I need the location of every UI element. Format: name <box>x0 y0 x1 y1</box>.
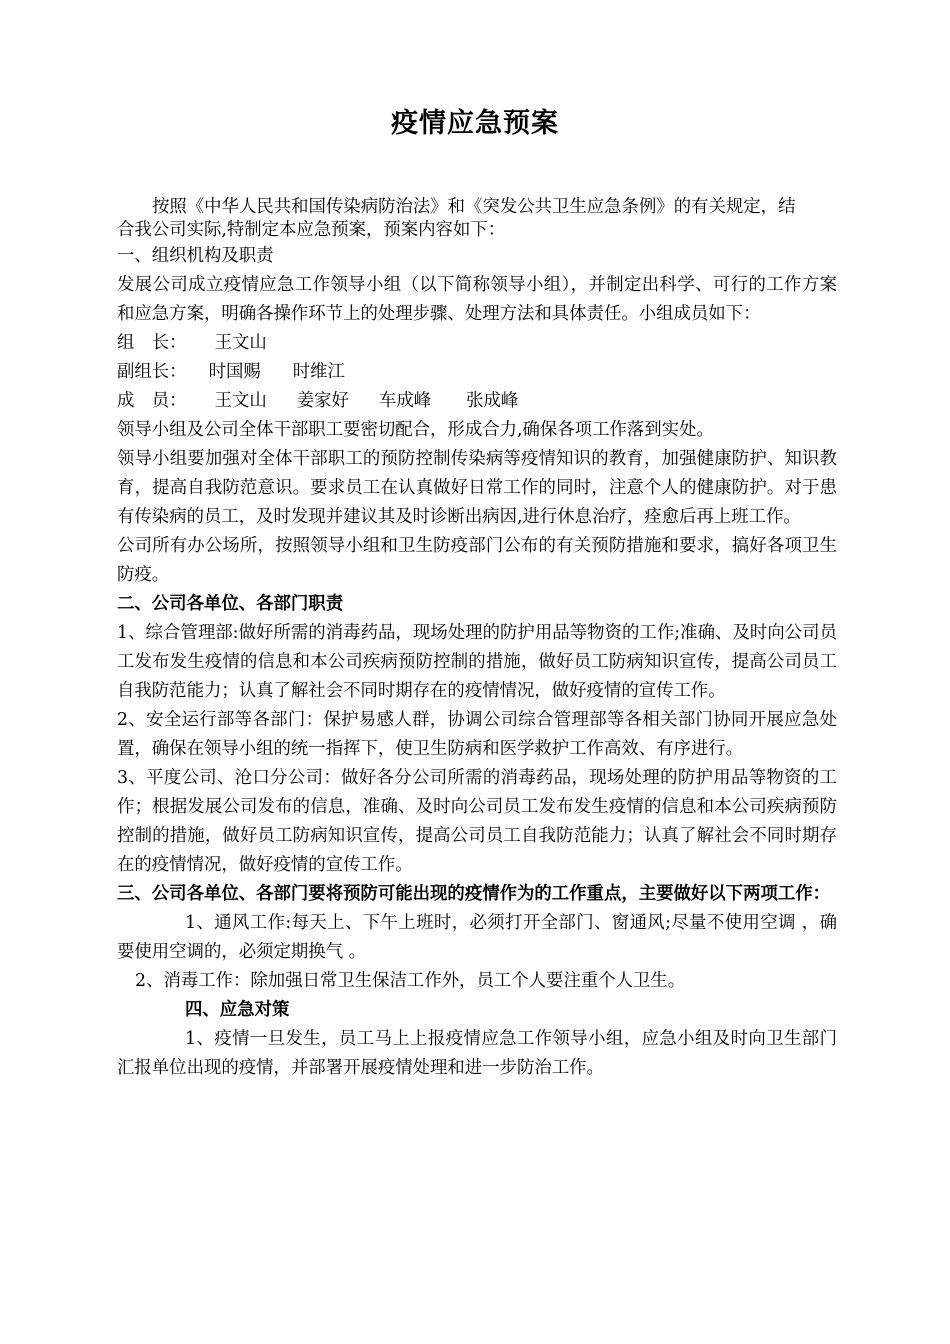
member-name: 车成峰 <box>378 391 432 411</box>
deputy-name: 时国赐 <box>208 362 261 382</box>
intro-line-2: 合我公司实际,特制定本应急预案，预案内容如下： <box>117 220 506 240</box>
section3-heading: 三、公司各单位、各部门要将预防可能出现的疫情作为的工作重点，主要做好以下两项工作： <box>117 884 831 904</box>
member-name: 张成峰 <box>466 391 519 411</box>
leader-label: 组 长： <box>117 333 187 353</box>
section3-item1: 1、通风工作:每天上、下午上班时，必须打开全部门、窗通风;尽量不使用空调 ，确要使用空调的，必须定期换气 。 <box>117 913 837 962</box>
deputy-name: 时维江 <box>292 362 345 382</box>
intro-line-1: 按照《中华人民共和国传染病防治法》和《突发公共卫生应急条例》的有关规定，结 <box>152 197 796 217</box>
section2-item2: 2、安全运行部等各部门：保护易感人群，协调公司综合管理部等各相关部门协同开展应急处置，确保在领导小组的统一指挥下，使卫生防病和医学救护工作高效、有序进行。 <box>117 710 837 759</box>
member-name: 王文山 <box>214 391 267 411</box>
section2-item3: 3、平度公司、沧口分公司：做好各分公司所需的消毒药品，现场处理的防护用品等物资的工作；根据发展公司发布的信息，准确、及时向公司员工发布发生疫情的信息和本公司疾病预防控制的措施，做好员工防病知识宣传，提高公司员工自我防范能力；认真了解社会不同时期存在的疫情情况，做好疫情的宣传工作。 <box>117 768 837 875</box>
section2-heading: 二、公司各单位、各部门职责 <box>117 594 344 614</box>
section4-item1: 1、疫情一旦发生，员工马上上报疫情应急工作领导小组，应急小组及时向卫生部门汇报单位出现的疫情，并部署开展疫情处理和进一步防治工作。 <box>117 1029 837 1078</box>
deputy-row <box>117 358 837 387</box>
document-title: 疫情应急预案 <box>391 108 559 139</box>
section1-para3: 领导小组要加强对全体干部职工的预防控制传染病等疫情知识的教育，加强健康防护、知识教育，提高自我防范意识。要求员工在认真做好日常工作的同时，注意个人的健康防护。对于患有传染病的员工，及时发现并建议其及时诊断出病因,进行休息治疗，痊愈后再上班工作。 <box>117 449 837 527</box>
section1-para4: 公司所有办公场所，按照领导小组和卫生防疫部门公布的有关预防措施和要求，搞好各项卫生防疫。 <box>117 536 837 585</box>
document-body <box>117 196 837 1083</box>
member-label: 成 员： <box>117 391 187 411</box>
member-name: 姜家好 <box>296 391 349 411</box>
section3-item2: 2、消毒工作：除加强日常卫生保洁工作外，员工个人要注重个人卫生。 <box>135 971 686 991</box>
section1-para1: 发展公司成立疫情应急工作领导小组（以下简称领导小组），并制定出科学、可行的工作方案和应急方案，明确各操作环节上的处理步骤、处理方法和具体责任。小组成员如下： <box>117 275 837 324</box>
section1-heading: 一、组织机构及职责 <box>117 246 274 266</box>
section1-para2: 领导小组及公司全体干部职工要密切配合，形成合力,确保各项工作落到实处。 <box>117 420 714 440</box>
leader-name: 王文山 <box>214 333 267 353</box>
member-row <box>117 387 837 416</box>
deputy-label: 副组长： <box>117 362 187 382</box>
leader-row <box>117 329 837 358</box>
section2-item1: 1、综合管理部:做好所需的消毒药品，现场处理的防护用品等物资的工作;准确、及时向公司员工发布发生疫情的信息和本公司疾病预防控制的措施，做好员工防病知识宣传，提高公司员工自我防范能力；认真了解社会不同时期存在的疫情情况，做好疫情的宣传工作。 <box>117 623 837 701</box>
section4-heading: 四、应急对策 <box>185 1000 290 1020</box>
